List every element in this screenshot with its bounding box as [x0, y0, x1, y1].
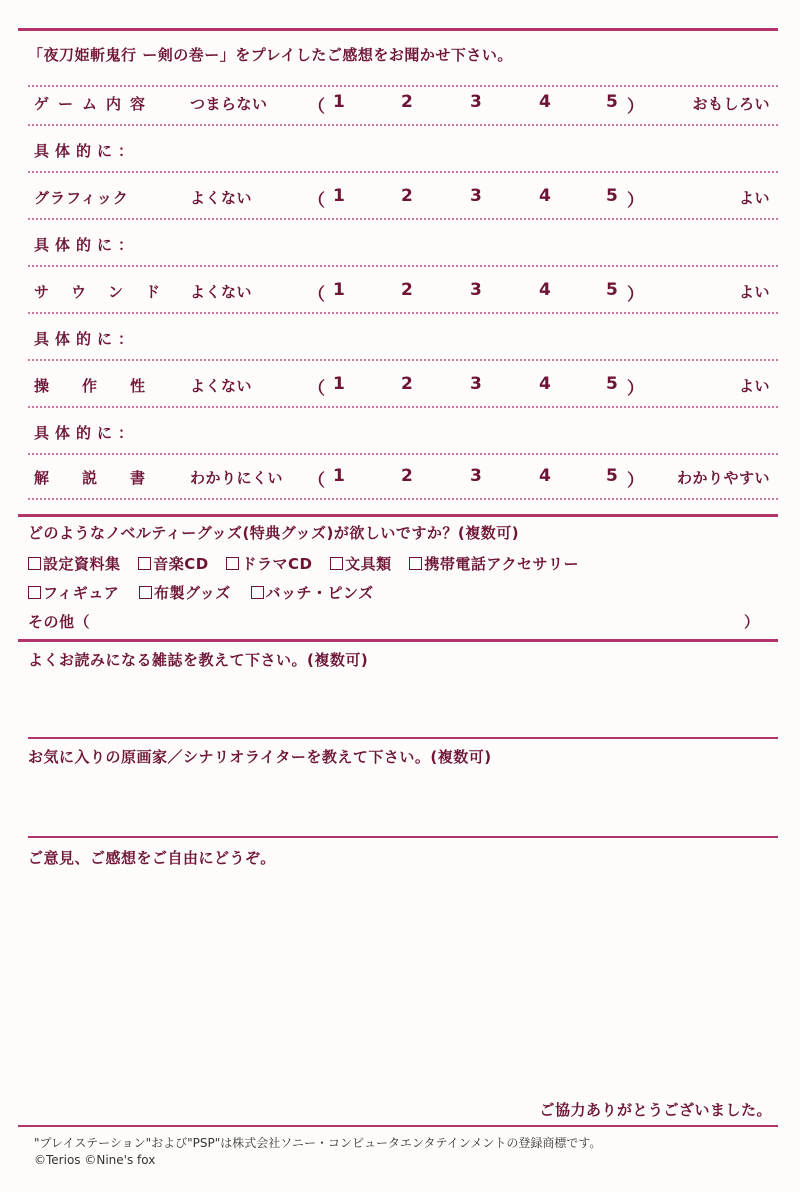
detail-input[interactable] [150, 325, 770, 349]
novelty-other-input[interactable] [110, 610, 730, 630]
rating-option-2[interactable]: 2 [401, 186, 413, 206]
rating-option-5[interactable]: 5 [606, 186, 618, 206]
option-checkbox[interactable]: 設定資料集 [28, 555, 121, 573]
checkbox-icon [139, 586, 152, 599]
rating-option-2[interactable]: 2 [401, 466, 413, 486]
novelty-option-row-2 [28, 582, 374, 603]
rating-option-4[interactable]: 4 [539, 92, 551, 112]
rating-high-label: よい [738, 189, 770, 207]
scale-close: ） [627, 97, 644, 117]
rating-high-label: おもしろい [692, 95, 770, 113]
magazine-question: よくお読みになる雑誌を教えて下さい。(複数可) [28, 651, 369, 669]
scale-close: ） [627, 471, 644, 491]
scale-open: （ [308, 191, 325, 211]
option-checkbox[interactable]: 携帯電話アクセサリー [409, 555, 579, 573]
rating-option-1[interactable]: 1 [333, 92, 345, 112]
rating-option-1[interactable]: 1 [333, 280, 345, 300]
rating-option-2[interactable]: 2 [401, 374, 413, 394]
divider-dotted [28, 406, 778, 408]
rating-high-label: よい [738, 283, 770, 301]
detail-input[interactable] [150, 137, 770, 161]
detail-label: 具体的に： [34, 424, 140, 442]
rating-option-1[interactable]: 1 [333, 186, 345, 206]
rating-high-label: よい [738, 377, 770, 395]
checkbox-icon [251, 586, 264, 599]
rating-option-1[interactable]: 1 [333, 374, 345, 394]
divider-dotted [28, 218, 778, 220]
detail-label: 具体的に： [34, 330, 140, 348]
artist-question: お気に入りの原画家／シナリオライターを教えて下さい。(複数可) [28, 748, 492, 766]
rating-category: 操作性 [34, 377, 179, 395]
novelty-other-label: その他（ [28, 613, 91, 631]
option-checkbox[interactable]: バッチ・ピンズ [251, 584, 374, 602]
rating-option-3[interactable]: 3 [470, 374, 482, 394]
divider-dotted [28, 85, 778, 87]
rating-option-1[interactable]: 1 [333, 466, 345, 486]
footer-rule [18, 1125, 778, 1127]
scale-close: ） [627, 379, 644, 399]
checkbox-icon [28, 586, 41, 599]
rating-option-4[interactable]: 4 [539, 466, 551, 486]
rating-category: サウンド [34, 283, 183, 301]
rating-option-5[interactable]: 5 [606, 280, 618, 300]
checkbox-icon [138, 557, 151, 570]
rating-category: 解説書 [34, 469, 179, 487]
section-rule [18, 639, 778, 642]
rating-category: ゲーム内容 [34, 95, 155, 113]
novelty-question: どのようなノベルティーグッズ(特典グッズ)が欲しいですか？(複数可) [28, 524, 520, 542]
scale-open: （ [308, 97, 325, 117]
scale-open: （ [308, 379, 325, 399]
rating-option-4[interactable]: 4 [539, 280, 551, 300]
divider-dotted [28, 171, 778, 173]
rating-option-4[interactable]: 4 [539, 374, 551, 394]
opinion-answer-field[interactable] [28, 870, 778, 1085]
option-checkbox[interactable]: 文具類 [330, 555, 392, 573]
section-rule [18, 514, 778, 517]
checkbox-icon [226, 557, 239, 570]
scale-open: （ [308, 471, 325, 491]
detail-label: 具体的に： [34, 236, 140, 254]
novelty-option-row-1 [28, 553, 579, 574]
copyright: ©Terios ©Nine's fox [34, 1153, 156, 1167]
scale-close: ） [627, 285, 644, 305]
scale-close: ） [627, 191, 644, 211]
divider-dotted [28, 312, 778, 314]
rating-option-2[interactable]: 2 [401, 92, 413, 112]
novelty-other-close: ） [744, 613, 760, 631]
rating-low-label: よくない [190, 377, 253, 395]
detail-label: 具体的に： [34, 142, 140, 160]
rating-low-label: わかりにくい [190, 469, 284, 487]
rating-high-label: わかりやすい [676, 469, 770, 487]
divider-dotted [28, 453, 778, 455]
option-checkbox[interactable]: ドラマCD [226, 555, 312, 573]
divider-dotted [28, 359, 778, 361]
checkbox-icon [28, 557, 41, 570]
rating-option-2[interactable]: 2 [401, 280, 413, 300]
divider-dotted [28, 265, 778, 267]
rating-low-label: よくない [190, 189, 253, 207]
rating-option-4[interactable]: 4 [539, 186, 551, 206]
rating-option-3[interactable]: 3 [470, 280, 482, 300]
rating-low-label: つまらない [190, 95, 268, 113]
option-checkbox[interactable]: 音楽CD [138, 555, 208, 573]
top-rule [18, 28, 778, 31]
opinion-prompt: ご意見、ご感想をご自由にどうぞ。 [28, 849, 276, 867]
rating-category: グラフィック [34, 189, 129, 207]
rating-option-5[interactable]: 5 [606, 466, 618, 486]
divider-dotted [28, 124, 778, 126]
checkbox-icon [330, 557, 343, 570]
option-checkbox[interactable]: フィギュア [28, 584, 119, 602]
rating-option-3[interactable]: 3 [470, 186, 482, 206]
detail-input[interactable] [150, 231, 770, 255]
rating-low-label: よくない [190, 283, 253, 301]
option-checkbox[interactable]: 布製グッズ [139, 584, 231, 602]
artist-answer-field[interactable] [28, 770, 778, 830]
section-rule [28, 836, 778, 838]
magazine-answer-field[interactable] [28, 672, 778, 732]
rating-option-3[interactable]: 3 [470, 466, 482, 486]
thanks-message: ご協力ありがとうございました。 [539, 1101, 772, 1119]
rating-option-5[interactable]: 5 [606, 374, 618, 394]
checkbox-icon [409, 557, 422, 570]
scale-open: （ [308, 285, 325, 305]
survey-title: 「夜刀姫斬鬼行 ー剣の巻ー」をプレイしたご感想をお聞かせ下さい。 [28, 46, 513, 64]
section-rule [28, 737, 778, 739]
detail-input[interactable] [150, 419, 770, 443]
trademark-notice: "プレイステーション"および"PSP"は株式会社ソニー・コンピュータエンタテインメントの登録商標です。 [34, 1136, 602, 1150]
rating-option-5[interactable]: 5 [606, 92, 618, 112]
divider-dotted [28, 498, 778, 500]
rating-option-3[interactable]: 3 [470, 92, 482, 112]
